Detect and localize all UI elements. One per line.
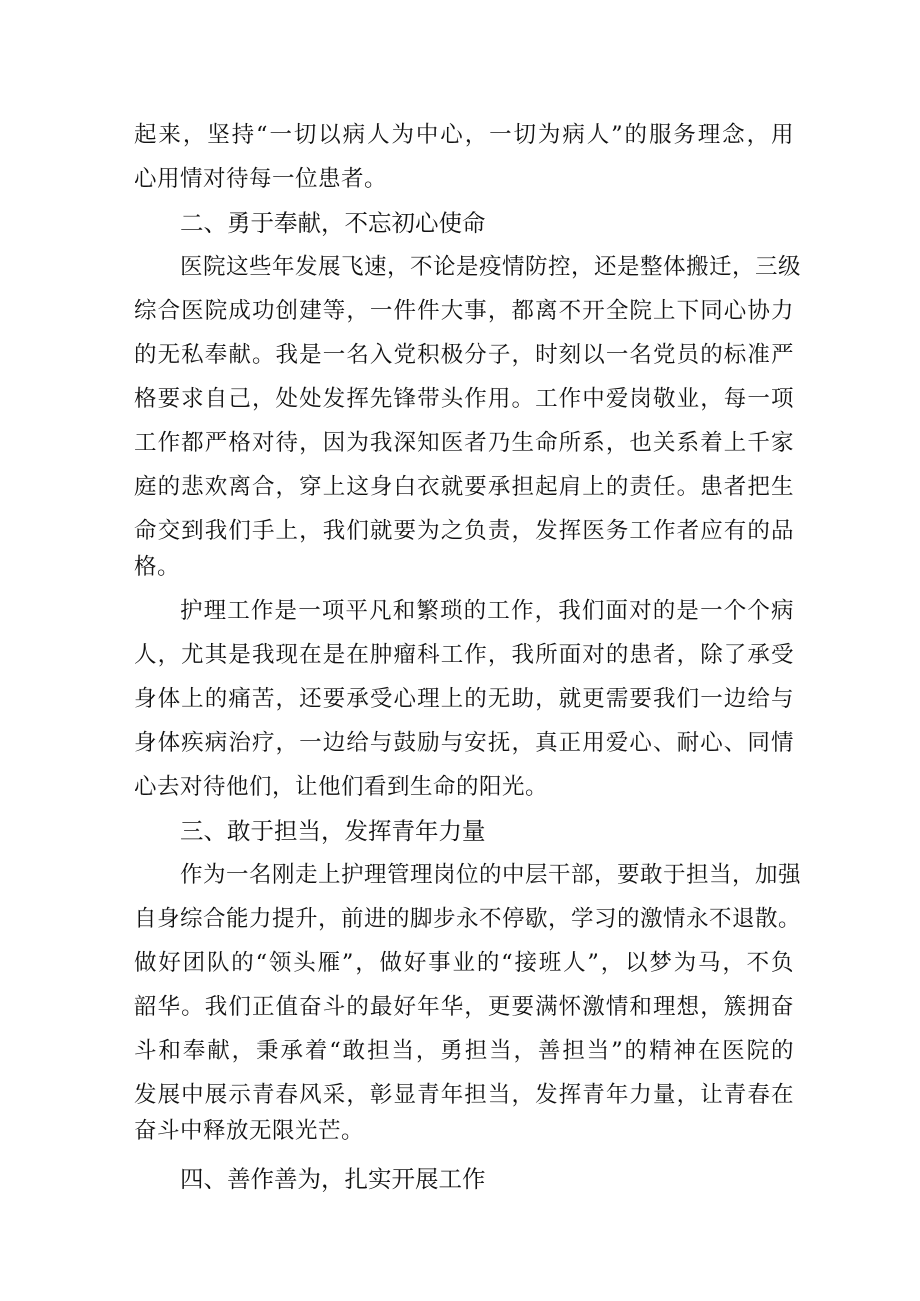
paragraph-line: 综合医院成功创建等，一件件大事，都离不开全院上下同心协力 [134, 298, 794, 324]
paragraph-line: 作为一名刚走上护理管理岗位的中层干部，要敢于担当，加强 [180, 862, 802, 888]
intro-line: 起来，坚持“一切以病人为中心，一切为病人”的服务理念，用 [134, 122, 794, 148]
paragraph-line: 自身综合能力提升，前进的脚步永不停歇，学习的激情永不退散。 [134, 906, 802, 932]
paragraph-line: 的无私奉献。我是一名入党积极分子，时刻以一名党员的标准严 [134, 342, 794, 368]
paragraph-line: 韶华。我们正值奋斗的最好年华，更要满怀激情和理想，簇拥奋 [134, 994, 794, 1020]
section-heading-3: 三、敢于担当，发挥青年力量 [180, 817, 486, 845]
paragraph-line: 命交到我们手上，我们就要为之负责，发挥医务工作者应有的品 [134, 518, 794, 544]
intro-line: 心用情对待每一位患者。 [134, 166, 388, 192]
paragraph-line: 身体疾病治疗，一边给与鼓励与安抚，真正用爱心、耐心、同情 [134, 730, 794, 756]
section-heading-2: 二、勇于奉献，不忘初心使命 [180, 209, 486, 237]
paragraph-line: 护理工作是一项平凡和繁琐的工作，我们面对的是一个个病 [180, 598, 794, 624]
paragraph-line: 格要求自己，处处发挥先锋带头作用。工作中爱岗敬业，每一项 [134, 386, 794, 412]
paragraph-line: 斗和奉献，秉承着“敢担当，勇担当，善担当”的精神在医院的 [134, 1038, 794, 1064]
paragraph-line: 格。 [134, 554, 181, 580]
paragraph-line: 奋斗中释放无限光芒。 [134, 1118, 365, 1144]
paragraph-line: 人，尤其是我现在是在肿瘤科工作，我所面对的患者，除了承受 [134, 642, 794, 668]
paragraph-line: 工作都严格对待，因为我深知医者乃生命所系，也关系着上千家 [134, 430, 794, 456]
paragraph-line: 心去对待他们，让他们看到生命的阳光。 [134, 774, 549, 800]
paragraph-line: 身体上的痛苦，还要承受心理上的无助，就更需要我们一边给与 [134, 686, 794, 712]
paragraph-line: 做好团队的“领头雁”，做好事业的“接班人”，以梦为马，不负 [134, 950, 794, 976]
paragraph-line: 发展中展示青春风采，彰显青年担当，发挥青年力量，让青春在 [134, 1082, 794, 1108]
paragraph-line: 庭的悲欢离合，穿上这身白衣就要承担起肩上的责任。患者把生 [134, 474, 794, 500]
section-heading-4: 四、善作善为，扎实开展工作 [180, 1165, 486, 1193]
paragraph-line: 医院这些年发展飞速，不论是疫情防控，还是整体搬迁，三级 [180, 254, 802, 280]
